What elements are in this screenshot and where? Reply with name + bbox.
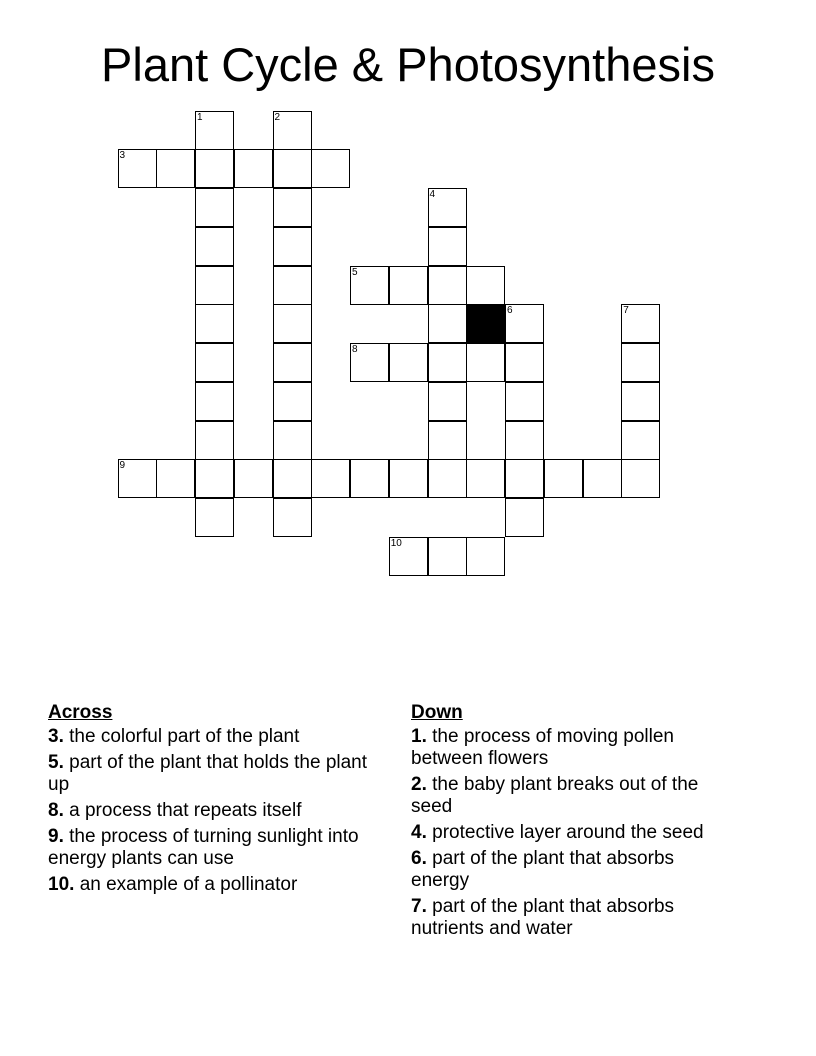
grid-cell[interactable] bbox=[428, 227, 467, 266]
grid-cell[interactable] bbox=[621, 382, 660, 421]
clue-number: 8. bbox=[48, 800, 64, 821]
grid-cell[interactable] bbox=[389, 266, 428, 305]
grid-cell[interactable] bbox=[466, 266, 505, 305]
clue-text: an example of a pollinator bbox=[74, 874, 298, 895]
clue-number: 4. bbox=[411, 822, 427, 843]
down-clue bbox=[411, 774, 731, 818]
down-clue bbox=[411, 896, 731, 940]
cell-number: 4 bbox=[429, 189, 436, 200]
clue-number: 6. bbox=[411, 848, 427, 869]
black-cell bbox=[466, 304, 505, 343]
grid-cell[interactable] bbox=[428, 421, 467, 460]
grid-cell[interactable] bbox=[273, 343, 312, 382]
grid-cell[interactable] bbox=[505, 343, 544, 382]
grid-cell[interactable] bbox=[621, 343, 660, 382]
clue-text: a process that repeats itself bbox=[63, 800, 302, 821]
down-clue bbox=[411, 822, 731, 844]
cell-number: 9 bbox=[119, 460, 126, 472]
grid-cell[interactable] bbox=[428, 304, 467, 343]
grid-cell[interactable] bbox=[273, 459, 312, 498]
grid-cell[interactable] bbox=[350, 266, 389, 305]
grid-cell[interactable] bbox=[195, 498, 234, 537]
grid-cell[interactable] bbox=[195, 227, 234, 266]
grid-cell[interactable] bbox=[428, 382, 467, 421]
clue-text: part of the plant that absorbs nutrients and water bbox=[411, 896, 675, 939]
clue-text: the process of turning sunlight into energy plants can use bbox=[48, 826, 359, 869]
grid-cell[interactable] bbox=[621, 421, 660, 460]
grid-cell[interactable] bbox=[234, 459, 273, 498]
grid-cell[interactable] bbox=[195, 266, 234, 305]
grid-cell[interactable] bbox=[311, 459, 350, 498]
cell-number: 5 bbox=[352, 266, 358, 278]
grid-cell[interactable] bbox=[195, 111, 234, 150]
grid-cell[interactable] bbox=[466, 537, 505, 576]
grid-cell[interactable] bbox=[195, 343, 234, 382]
grid-cell[interactable] bbox=[273, 421, 312, 460]
grid-cell[interactable] bbox=[195, 459, 234, 498]
grid-cell[interactable] bbox=[273, 304, 312, 343]
down-heading: Down bbox=[411, 702, 463, 723]
grid-cell[interactable] bbox=[156, 149, 195, 188]
clue-number: 7. bbox=[411, 896, 427, 917]
grid-cell[interactable] bbox=[389, 459, 428, 498]
clue-text: part of the plant that absorbs energy bbox=[411, 848, 675, 891]
cell-number: 10 bbox=[390, 537, 402, 549]
across-heading: Across bbox=[48, 702, 113, 723]
grid-cell[interactable] bbox=[273, 227, 312, 266]
across-clue bbox=[48, 874, 378, 896]
grid-cell[interactable] bbox=[118, 459, 157, 498]
grid-cell[interactable] bbox=[273, 498, 312, 537]
across-clue bbox=[48, 800, 378, 822]
grid-cell[interactable] bbox=[621, 459, 660, 498]
grid-cell[interactable] bbox=[505, 304, 544, 343]
grid-cell[interactable] bbox=[389, 343, 428, 382]
grid-cell[interactable] bbox=[156, 459, 195, 498]
cell-number: 1 bbox=[197, 111, 203, 123]
clue-number: 2. bbox=[411, 774, 427, 795]
grid-cell[interactable] bbox=[195, 421, 234, 460]
grid-cell[interactable] bbox=[195, 304, 234, 343]
down-clue bbox=[411, 726, 731, 770]
grid-cell[interactable] bbox=[195, 382, 234, 421]
cell-number: 3 bbox=[119, 150, 126, 162]
clue-text: the colorful part of the plant bbox=[63, 726, 300, 747]
page-title: Plant Cycle & Photosynthesis bbox=[101, 38, 715, 91]
clue-number: 1. bbox=[411, 726, 427, 747]
cell-number: 2 bbox=[274, 111, 281, 123]
grid-cell[interactable] bbox=[389, 537, 428, 576]
grid-cell[interactable] bbox=[195, 188, 234, 227]
clue-text: the process of moving pollen between flowers bbox=[411, 726, 674, 769]
across-clue bbox=[48, 826, 378, 870]
grid-cell[interactable] bbox=[466, 459, 505, 498]
across-clue bbox=[48, 752, 378, 796]
grid-cell[interactable] bbox=[505, 498, 544, 537]
grid-cell[interactable] bbox=[311, 149, 350, 188]
across-clues bbox=[48, 702, 378, 900]
cell-number: 8 bbox=[352, 344, 358, 355]
grid-cell[interactable] bbox=[583, 459, 622, 498]
clue-text: protective layer around the seed bbox=[426, 822, 704, 843]
grid-cell[interactable] bbox=[621, 304, 660, 343]
grid-cell[interactable] bbox=[505, 459, 544, 498]
clue-number: 5. bbox=[48, 752, 64, 773]
grid-cell[interactable] bbox=[428, 266, 467, 305]
grid-cell[interactable] bbox=[273, 111, 312, 150]
grid-cell[interactable] bbox=[273, 149, 312, 188]
cell-number: 7 bbox=[623, 305, 629, 317]
clue-number: 9. bbox=[48, 826, 64, 847]
down-clues bbox=[411, 702, 731, 944]
grid-cell[interactable] bbox=[544, 459, 583, 498]
grid-cell[interactable] bbox=[428, 343, 467, 382]
grid-cell[interactable] bbox=[273, 266, 312, 305]
down-clue bbox=[411, 848, 731, 892]
grid-cell[interactable] bbox=[428, 188, 467, 227]
grid-cell[interactable] bbox=[118, 149, 157, 188]
across-clue bbox=[48, 726, 378, 748]
clue-text: the baby plant breaks out of the seed bbox=[411, 774, 699, 817]
cell-number: 6 bbox=[507, 305, 513, 317]
grid-cell[interactable] bbox=[273, 188, 312, 227]
grid-cell[interactable] bbox=[273, 382, 312, 421]
grid-cell[interactable] bbox=[350, 343, 389, 382]
clue-text: part of the plant that holds the plant up bbox=[48, 752, 368, 795]
grid-cell[interactable] bbox=[505, 382, 544, 421]
grid-cell[interactable] bbox=[234, 149, 273, 188]
grid-cell[interactable] bbox=[466, 343, 505, 382]
grid-cell[interactable] bbox=[505, 421, 544, 460]
grid-cell[interactable] bbox=[195, 149, 234, 188]
clue-number: 10. bbox=[48, 874, 75, 895]
grid-cell[interactable] bbox=[350, 459, 389, 498]
grid-cell[interactable] bbox=[428, 459, 467, 498]
grid-cell[interactable] bbox=[428, 537, 467, 576]
clue-number: 3. bbox=[48, 726, 64, 747]
